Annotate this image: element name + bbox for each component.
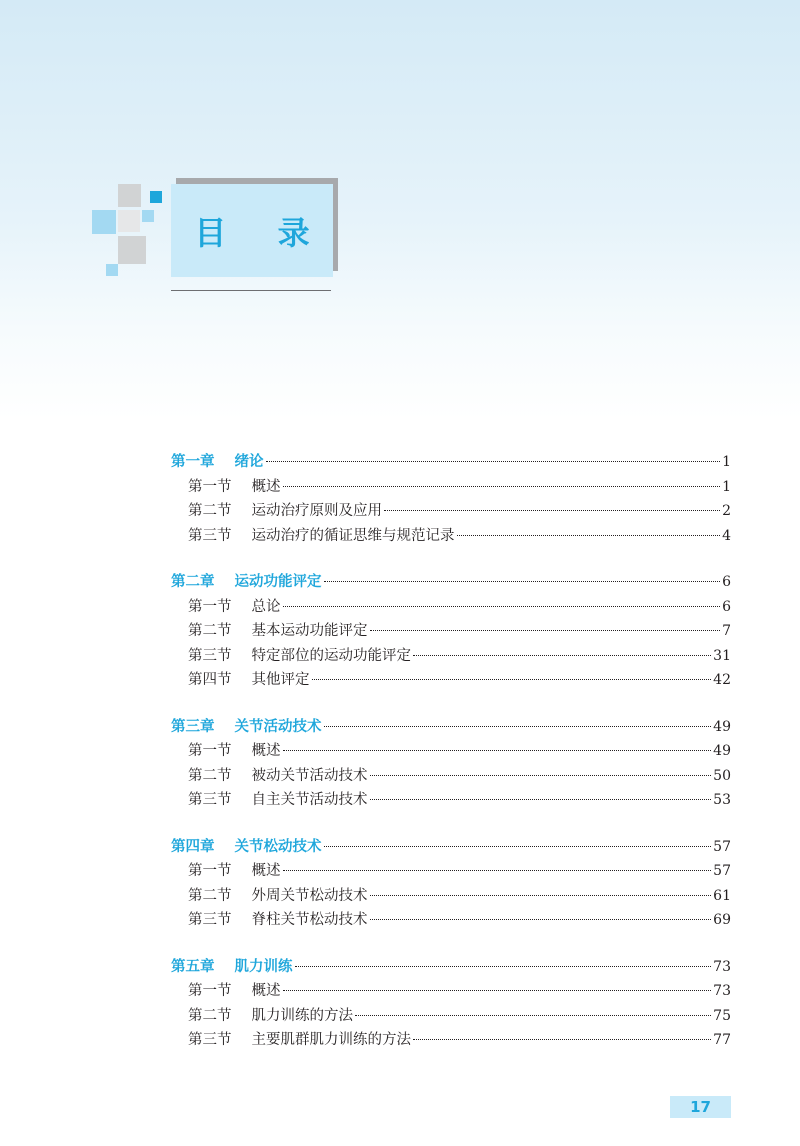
dot-leader — [413, 655, 711, 656]
dot-leader — [457, 535, 721, 536]
section-entry-title: 运动治疗原则及应用 — [251, 503, 382, 519]
section-entry-page: 61 — [713, 887, 731, 904]
dot-leader — [384, 510, 720, 511]
section-entry-page: 7 — [722, 623, 731, 639]
section-entry[interactable] — [171, 475, 731, 500]
section-entry-page: 69 — [713, 912, 731, 928]
section-entry[interactable] — [171, 499, 731, 524]
section-entry-number: 第二节 — [188, 623, 232, 639]
chapter-entry-number: 第一章 — [171, 454, 215, 470]
section-entry[interactable] — [171, 595, 731, 620]
section-entry-number: 第二节 — [188, 767, 232, 784]
dot-leader — [283, 606, 721, 607]
chapter-entry[interactable] — [171, 570, 731, 595]
chapter-entry-page: 6 — [722, 574, 731, 590]
section-entry-page: 50 — [713, 767, 731, 784]
section-entry-number: 第一节 — [188, 478, 232, 495]
section-entry[interactable] — [171, 764, 731, 789]
dot-leader — [370, 775, 712, 776]
section-entry-number: 第三节 — [188, 1032, 232, 1048]
chapter-entry[interactable] — [171, 955, 731, 980]
chapter-entry[interactable] — [171, 715, 731, 740]
section-entry-number: 第一节 — [188, 598, 232, 615]
chapter-block — [171, 955, 731, 1053]
section-entry-title: 被动关节活动技术 — [251, 767, 368, 784]
decor-square — [150, 191, 162, 203]
section-entry[interactable] — [171, 1004, 731, 1029]
section-entry-title: 脊柱关节松动技术 — [251, 912, 368, 928]
dot-leader — [413, 1039, 711, 1040]
section-entry-page: 53 — [713, 792, 731, 808]
dot-leader — [283, 486, 721, 487]
section-entry[interactable] — [171, 1028, 731, 1053]
section-entry-title: 运动治疗的循证思维与规范记录 — [251, 527, 455, 544]
section-entry[interactable] — [171, 668, 731, 693]
chapter-entry-page: 73 — [713, 958, 731, 975]
chapter-entry-title: 绪论 — [234, 454, 264, 470]
decor-square — [118, 210, 140, 232]
section-entry-title: 特定部位的运动功能评定 — [251, 647, 411, 664]
section-entry[interactable] — [171, 739, 731, 764]
dot-leader — [370, 895, 712, 896]
section-entry-number: 第三节 — [188, 647, 232, 664]
chapter-block — [171, 715, 731, 813]
dot-leader — [355, 1015, 711, 1016]
dot-leader — [283, 750, 712, 751]
dot-leader — [312, 679, 712, 680]
section-entry-page: 4 — [722, 527, 731, 544]
chapter-entry-number: 第四章 — [171, 838, 215, 855]
section-entry[interactable] — [171, 979, 731, 1004]
dot-leader — [324, 581, 721, 582]
section-entry-page: 73 — [713, 983, 731, 999]
section-entry-title: 基本运动功能评定 — [251, 623, 368, 639]
section-entry-title: 自主关节活动技术 — [251, 792, 368, 808]
chapter-entry-title: 肌力训练 — [234, 958, 293, 975]
chapter-entry-number: 第五章 — [171, 958, 215, 975]
chapter-entry-title: 运动功能评定 — [234, 574, 322, 590]
section-entry[interactable] — [171, 908, 731, 933]
section-entry-page: 57 — [713, 863, 731, 879]
chapter-entry-page: 49 — [713, 718, 731, 735]
section-entry-page: 42 — [713, 672, 731, 688]
section-entry-title: 总论 — [251, 598, 281, 615]
section-entry-page: 6 — [722, 598, 731, 615]
page-number: 17 — [670, 1096, 731, 1118]
section-entry-page: 77 — [713, 1032, 731, 1048]
section-entry-page: 75 — [713, 1007, 731, 1024]
dot-leader — [283, 870, 712, 871]
dot-leader — [370, 630, 721, 631]
section-entry[interactable] — [171, 524, 731, 549]
dot-leader — [295, 966, 712, 967]
section-entry-title: 概述 — [251, 863, 281, 879]
chapter-entry-page: 1 — [722, 454, 731, 470]
dot-leader — [370, 919, 712, 920]
section-entry-number: 第二节 — [188, 503, 232, 519]
section-entry[interactable] — [171, 619, 731, 644]
section-entry-number: 第二节 — [188, 887, 232, 904]
section-entry-title: 外周关节松动技术 — [251, 887, 368, 904]
chapter-block — [171, 570, 731, 693]
decor-square — [118, 184, 141, 207]
chapter-entry-number: 第三章 — [171, 718, 215, 735]
section-entry-number: 第一节 — [188, 863, 232, 879]
section-entry-title: 其他评定 — [251, 672, 310, 688]
chapter-entry-title: 关节活动技术 — [234, 718, 322, 735]
section-entry-number: 第三节 — [188, 792, 232, 808]
section-entry-page: 1 — [722, 478, 731, 495]
chapter-block — [171, 450, 731, 548]
section-entry-number: 第三节 — [188, 912, 232, 928]
chapter-entry-number: 第二章 — [171, 574, 215, 590]
section-entry[interactable] — [171, 644, 731, 669]
dot-leader — [283, 990, 712, 991]
section-entry-number: 第四节 — [188, 672, 232, 688]
decor-square — [106, 264, 118, 276]
section-entry-page: 31 — [713, 647, 731, 664]
dot-leader — [370, 799, 712, 800]
section-entry-title: 概述 — [251, 478, 281, 495]
section-entry[interactable] — [171, 884, 731, 909]
table-of-contents — [171, 450, 731, 1075]
section-entry-number: 第三节 — [188, 527, 232, 544]
section-entry-title: 概述 — [251, 743, 281, 759]
chapter-entry[interactable] — [171, 450, 731, 475]
section-entry-number: 第一节 — [188, 743, 232, 759]
dot-leader — [324, 846, 712, 847]
section-entry-page: 2 — [722, 503, 731, 519]
section-entry[interactable] — [171, 859, 731, 884]
dot-leader — [324, 726, 712, 727]
chapter-entry[interactable] — [171, 835, 731, 860]
decor-square — [142, 210, 154, 222]
section-entry-title: 概述 — [251, 983, 281, 999]
decor-square — [92, 210, 116, 234]
section-entry-number: 第二节 — [188, 1007, 232, 1024]
section-entry-page: 49 — [713, 743, 731, 759]
chapter-entry-page: 57 — [713, 838, 731, 855]
section-entry[interactable] — [171, 788, 731, 813]
section-entry-number: 第一节 — [188, 983, 232, 999]
dot-leader — [266, 461, 721, 462]
chapter-entry-title: 关节松动技术 — [234, 838, 322, 855]
decor-square — [118, 236, 146, 264]
section-entry-title: 主要肌群肌力训练的方法 — [251, 1032, 411, 1048]
section-entry-title: 肌力训练的方法 — [251, 1007, 353, 1024]
chapter-block — [171, 835, 731, 933]
title-divider — [171, 290, 331, 291]
page-title: 目 录 — [194, 213, 330, 252]
